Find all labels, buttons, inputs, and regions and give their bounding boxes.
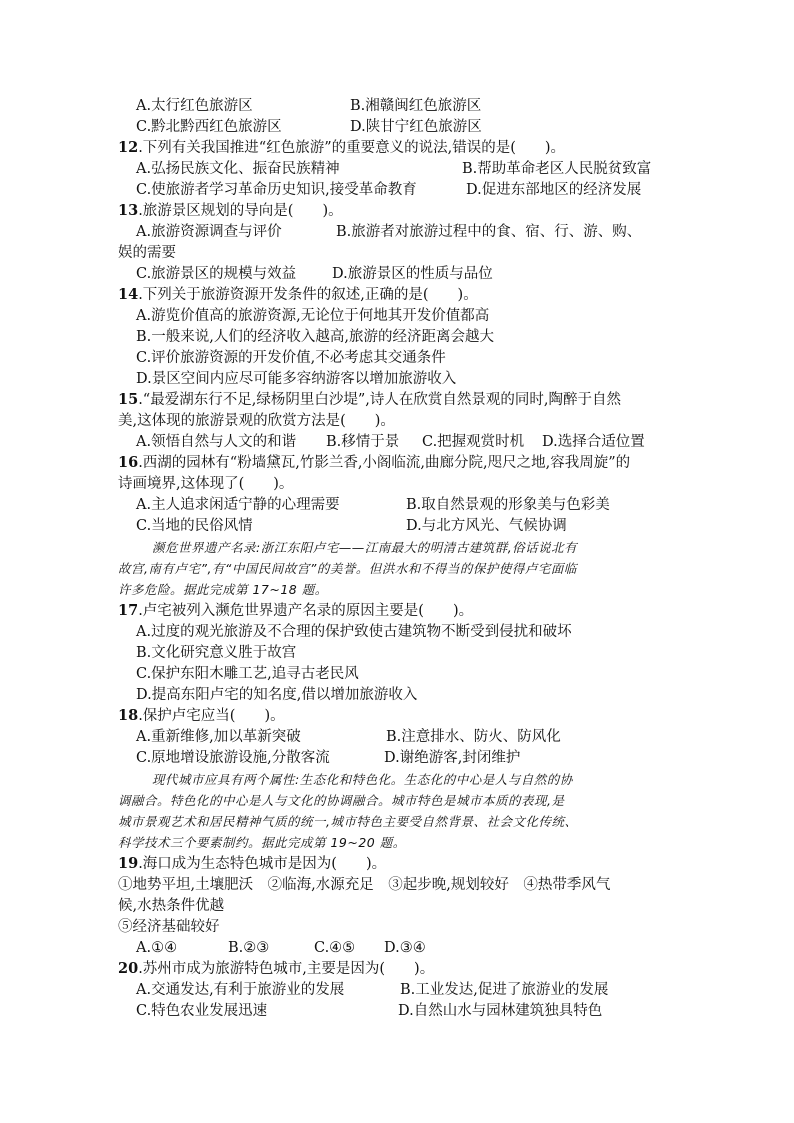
q14-stem: 14.下列关于旅游资源开发条件的叙述,正确的是( )。 bbox=[118, 286, 478, 303]
q15-stem-cont: 美,这体现的旅游景观的欣赏方法是( )。 bbox=[118, 413, 395, 429]
q16-stem-cont: 诗画境界,这体现了( )。 bbox=[118, 476, 294, 492]
q17-number: 17 bbox=[118, 602, 139, 619]
q19-option-c: C.④⑤ bbox=[314, 940, 356, 956]
q14-option-a: A.游览价值高的旅游资源,无论位于何地其开发价值都高 bbox=[136, 308, 490, 324]
q17-option-c: C.保护东阳木雕工艺,追寻古老民风 bbox=[136, 666, 359, 682]
q15-option-a: A.领悟自然与人文的和谐 bbox=[136, 434, 297, 450]
q19-statements: ①地势平坦,土壤肥沃 ②临海,水源充足 ③起步晚,规划较好 ④热带季风气 bbox=[118, 877, 611, 893]
passage-19-20-line-1: 现代城市应具有两个属性:生态化和特色化。生态化的中心是人与自然的协 bbox=[152, 772, 573, 787]
q20-number: 20 bbox=[118, 960, 139, 977]
q13-number: 13 bbox=[118, 202, 139, 219]
q13-option-d: D.旅游景区的性质与品位 bbox=[332, 266, 493, 282]
q18-option-a: A.重新维修,加以革新突破 bbox=[136, 729, 301, 745]
q20-stem: 20.苏州市成为旅游特色城市,主要是因为( )。 bbox=[118, 960, 435, 977]
q13-option-b-cont: 娱的需要 bbox=[118, 245, 176, 261]
q20-option-a: A.交通发达,有利于旅游业的发展 bbox=[136, 982, 345, 998]
q14-option-d: D.景区空间内应尽可能多容纳游客以增加旅游收入 bbox=[136, 371, 457, 387]
q14-number: 14 bbox=[118, 286, 139, 303]
passage-17-18-line-3: 许多危险。据此完成第 17~18 题。 bbox=[118, 582, 328, 597]
q16-option-b: B.取自然景观的形象美与色彩美 bbox=[406, 497, 610, 513]
q11-option-b: B.湘赣闽红色旅游区 bbox=[350, 98, 482, 114]
q15-stem: 15.“最爱湖东行不足,绿杨阴里白沙堤”,诗人在欣赏自然景观的同时,陶醉于自然 bbox=[118, 391, 621, 408]
q12-option-a: A.弘扬民族文化、振奋民族精神 bbox=[136, 161, 340, 177]
q12-number: 12 bbox=[118, 139, 139, 156]
q16-number: 16 bbox=[118, 454, 139, 471]
q12-option-d: D.促进东部地区的经济发展 bbox=[466, 182, 642, 198]
q19-statements-cont: 候,水热条件优越 bbox=[118, 898, 225, 914]
passage-19-20-line-3: 城市景观艺术和居民精神气质的统一,城市特色主要受自然背景、社会文化传统、 bbox=[118, 814, 578, 829]
q11-option-a: A.太行红色旅游区 bbox=[136, 98, 253, 114]
q11-option-d: D.陕甘宁红色旅游区 bbox=[350, 119, 482, 135]
q19-stem: 19.海口成为生态特色城市是因为( )。 bbox=[118, 855, 387, 872]
q16-option-a: A.主人追求闲适宁静的心理需要 bbox=[136, 497, 340, 513]
q14-option-b: B.一般来说,人们的经济收入越高,旅游的经济距离会越大 bbox=[136, 329, 494, 345]
q14-option-c: C.评价旅游资源的开发价值,不必考虑其交通条件 bbox=[136, 350, 446, 366]
q18-number: 18 bbox=[118, 707, 139, 724]
q13-option-c: C.旅游景区的规模与效益 bbox=[136, 266, 297, 282]
q15-option-c: C.把握观赏时机 bbox=[422, 434, 525, 450]
q16-option-c: C.当地的民俗风情 bbox=[136, 518, 253, 534]
q17-option-b: B.文化研究意义胜于故宫 bbox=[136, 645, 297, 661]
q12-option-b: B.帮助革命老区人民脱贫致富 bbox=[462, 161, 652, 177]
q18-option-b: B.注意排水、防火、防风化 bbox=[386, 729, 561, 745]
q20-option-d: D.自然山水与园林建筑独具特色 bbox=[398, 1003, 603, 1019]
q17-stem: 17.卢宅被列入濒危世界遗产名录的原因主要是( )。 bbox=[118, 602, 474, 619]
q17-option-a: A.过度的观光旅游及不合理的保护致使古建筑物不断受到侵扰和破坏 bbox=[136, 624, 572, 640]
passage-19-20-line-4: 科学技术三个要素制约。据此完成第 19~20 题。 bbox=[118, 835, 406, 850]
q17-option-d: D.提高东阳卢宅的知名度,借以增加旅游收入 bbox=[136, 687, 418, 703]
q15-number: 15 bbox=[118, 391, 139, 408]
q19-statement-5: ⑤经济基础较好 bbox=[118, 919, 220, 935]
passage-17-18-line-1: 濒危世界遗产名录:浙江东阳卢宅——江南最大的明清古建筑群,俗话说北有 bbox=[152, 540, 578, 555]
q18-option-d: D.谢绝游客,封闭维护 bbox=[384, 750, 521, 766]
q20-option-c: C.特色农业发展迅速 bbox=[136, 1003, 268, 1019]
q20-option-b: B.工业发达,促进了旅游业的发展 bbox=[400, 982, 609, 998]
q19-number: 19 bbox=[118, 855, 139, 872]
q19-option-d: D.③④ bbox=[384, 940, 426, 956]
q13-stem: 13.旅游景区规划的导向是( )。 bbox=[118, 202, 343, 219]
passage-19-20-line-2: 调融合。特色化的中心是人与文化的协调融合。城市特色是城市本质的表现,是 bbox=[118, 793, 565, 808]
q19-option-b: B.②③ bbox=[228, 940, 270, 956]
q13-option-b: B.旅游者对旅游过程中的食、宿、行、游、购、 bbox=[336, 224, 642, 240]
q15-option-d: D.选择合适位置 bbox=[542, 434, 645, 450]
q16-option-d: D.与北方风光、气候协调 bbox=[406, 518, 567, 534]
q18-stem: 18.保护卢宅应当( )。 bbox=[118, 707, 285, 724]
q18-option-c: C.原地增设旅游设施,分散客流 bbox=[136, 750, 330, 766]
q16-stem: 16.西湖的园林有“粉墙黛瓦,竹影兰香,小阁临流,曲廊分院,咫尺之地,容我周旋”的 bbox=[118, 454, 631, 471]
q13-option-a: A.旅游资源调查与评价 bbox=[136, 224, 282, 240]
q12-stem: 12.下列有关我国推进“红色旅游”的重要意义的说法,错误的是( )。 bbox=[118, 139, 566, 156]
q19-option-a: A.①④ bbox=[136, 940, 178, 956]
passage-17-18-line-2: 故宫,南有卢宅”,有“中国民间故宫”的美誉。但洪水和不得当的保护使得卢宅面临 bbox=[118, 561, 577, 576]
q12-option-c: C.使旅游者学习革命历史知识,接受革命教育 bbox=[136, 182, 417, 198]
q15-option-b: B.移情于景 bbox=[326, 434, 400, 450]
q11-option-c: C.黔北黔西红色旅游区 bbox=[136, 119, 282, 135]
